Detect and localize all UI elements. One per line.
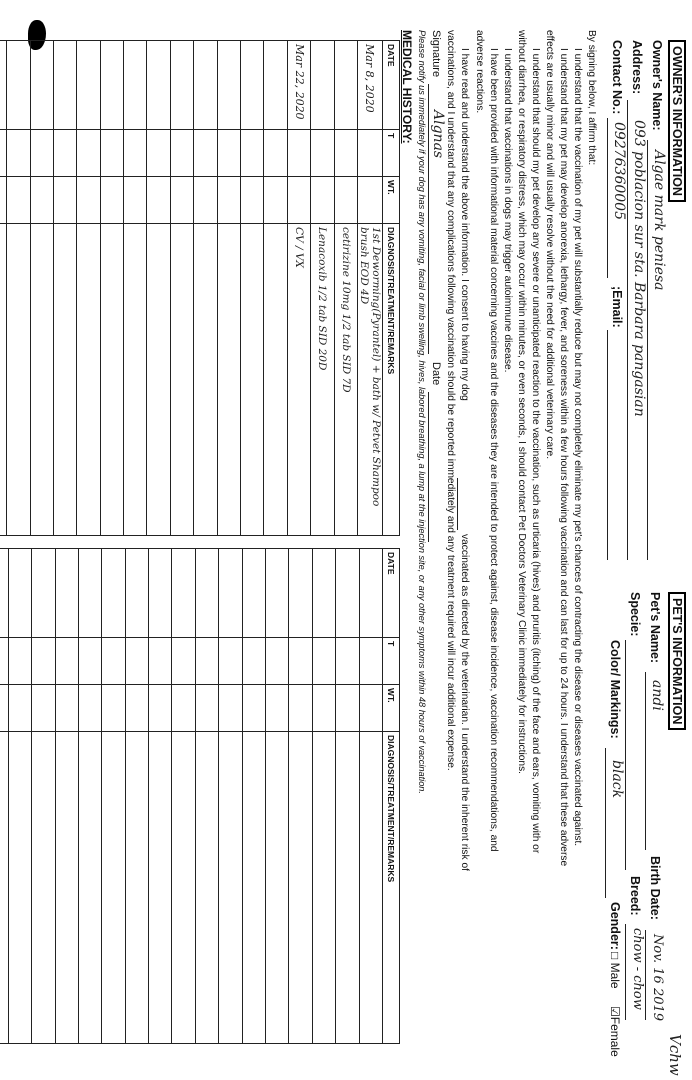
- table-row: [30, 41, 53, 536]
- specie-label: Specie:: [628, 592, 642, 637]
- cell-weight[interactable]: [102, 685, 125, 732]
- cell-diagnosis[interactable]: [0, 224, 7, 536]
- table-row: [170, 41, 193, 536]
- cell-date[interactable]: Mar 8, 2020: [358, 41, 383, 130]
- table-row: [217, 41, 240, 536]
- cell-diagnosis[interactable]: [125, 732, 148, 1044]
- table-row: [78, 549, 101, 1044]
- cell-diagnosis[interactable]: [312, 732, 335, 1044]
- table-row: [358, 41, 383, 536]
- cell-weight[interactable]: [124, 177, 147, 224]
- table-row: [124, 41, 147, 536]
- header-weight: WT.: [383, 685, 400, 732]
- cell-date[interactable]: [7, 41, 30, 130]
- cell-temp[interactable]: [287, 130, 310, 177]
- medical-history-title: MEDICAL HISTORY:: [400, 30, 414, 144]
- cell-date[interactable]: [0, 549, 8, 638]
- cell-temp[interactable]: [7, 130, 30, 177]
- contact-field[interactable]: 09276360005: [611, 122, 627, 220]
- cell-diagnosis[interactable]: [170, 224, 193, 536]
- cell-diagnosis[interactable]: [147, 224, 170, 536]
- cell-weight[interactable]: [242, 685, 265, 732]
- cell-weight[interactable]: [172, 685, 195, 732]
- table-row: [194, 41, 217, 536]
- cell-date[interactable]: [170, 41, 193, 130]
- cell-weight[interactable]: [55, 685, 78, 732]
- cell-weight[interactable]: [194, 177, 217, 224]
- table-row: [359, 549, 382, 1044]
- cell-diagnosis[interactable]: [100, 224, 123, 536]
- cell-diagnosis[interactable]: [195, 732, 218, 1044]
- cell-date[interactable]: [53, 41, 76, 130]
- history-header-row: [383, 549, 400, 1044]
- cell-date[interactable]: [195, 549, 218, 638]
- history-table-right-body: [0, 549, 383, 1044]
- cell-diagnosis[interactable]: cetirizine 10mg 1/2 tab SID 7D: [334, 224, 357, 536]
- cell-temp[interactable]: [124, 130, 147, 177]
- table-row: [312, 549, 335, 1044]
- table-row: [334, 41, 357, 536]
- cell-date[interactable]: [289, 549, 312, 638]
- cell-date[interactable]: [125, 549, 148, 638]
- cell-weight[interactable]: [287, 177, 310, 224]
- cell-diagnosis[interactable]: [359, 732, 382, 1044]
- table-row: [102, 549, 125, 1044]
- cell-weight[interactable]: [30, 177, 53, 224]
- consent-intro: By signing below, I affirm that:: [586, 30, 597, 166]
- cell-weight[interactable]: [264, 177, 287, 224]
- cell-weight[interactable]: [8, 685, 31, 732]
- consent-p2a: I understand that my pet may develop anorexia, lethargy, fever, and soreness within a few hours following vaccination and can last for up to 24 hours. I understand that these adverse: [558, 48, 569, 867]
- gender-label: Gender:: [608, 902, 622, 950]
- cell-temp[interactable]: [359, 638, 382, 685]
- cell-diagnosis[interactable]: [264, 224, 287, 536]
- cell-date[interactable]: [336, 549, 359, 638]
- cell-temp[interactable]: [219, 638, 242, 685]
- cell-temp[interactable]: [149, 638, 172, 685]
- table-row: [0, 549, 8, 1044]
- table-row: [149, 549, 172, 1044]
- cell-diagnosis[interactable]: CV / VX: [287, 224, 310, 536]
- table-row: [32, 549, 55, 1044]
- cell-temp[interactable]: [32, 638, 55, 685]
- cell-temp[interactable]: [172, 638, 195, 685]
- cell-date[interactable]: [241, 41, 264, 130]
- cell-temp[interactable]: [0, 130, 7, 177]
- cell-weight[interactable]: [334, 177, 357, 224]
- birth-date-label: Birth Date:: [648, 856, 662, 920]
- cell-date[interactable]: [77, 41, 100, 130]
- signature-label: Signature: [430, 30, 442, 78]
- address-field[interactable]: 093 poblacion sur sta. Barbara pangasian: [631, 120, 647, 417]
- cell-temp[interactable]: [147, 130, 170, 177]
- pet-name-label: Pet's Name:: [648, 592, 662, 664]
- consent-p2b: effects are usually minor and will usually resolve without the need for additional veterinary care.: [544, 30, 555, 460]
- table-row: [172, 549, 195, 1044]
- contact-label: Contact No.:: [610, 40, 624, 115]
- email-label: ;Email:: [610, 286, 624, 328]
- cell-weight[interactable]: [125, 685, 148, 732]
- cell-date[interactable]: [102, 549, 125, 638]
- cell-temp[interactable]: [102, 638, 125, 685]
- table-row: [195, 549, 218, 1044]
- cell-weight[interactable]: [336, 685, 359, 732]
- signature-field[interactable]: Algnas: [430, 110, 446, 159]
- cell-date[interactable]: [30, 41, 53, 130]
- color-markings-field[interactable]: black: [609, 760, 625, 799]
- cell-temp[interactable]: [241, 130, 264, 177]
- cell-weight[interactable]: [358, 177, 383, 224]
- consent-p5a: I have been provided with informational material concerning vaccines and the diseases they are intended to protect against, disease incidence, vaccination recommendations, and: [488, 48, 499, 852]
- cell-temp[interactable]: [312, 638, 335, 685]
- pet-section-title: PET'S INFORMATION: [668, 592, 686, 730]
- history-table-left: [0, 40, 400, 536]
- cell-weight[interactable]: [78, 685, 101, 732]
- header-temp: T: [383, 130, 400, 177]
- table-row: [336, 549, 359, 1044]
- cell-diagnosis[interactable]: [30, 224, 53, 536]
- cell-temp[interactable]: [217, 130, 240, 177]
- consent-p6b: vaccinated as directed by the veterinarian. I understand the inherent risk of: [459, 534, 470, 871]
- cell-diagnosis[interactable]: [0, 732, 8, 1044]
- table-row: [241, 41, 264, 536]
- cell-date[interactable]: [242, 549, 265, 638]
- cell-weight[interactable]: [359, 685, 382, 732]
- table-row: [311, 41, 334, 536]
- table-row: [287, 41, 310, 536]
- cell-weight[interactable]: [100, 177, 123, 224]
- cell-temp[interactable]: [242, 638, 265, 685]
- consent-p6c: vaccinations, and I understand that any complications following vaccination should be reported immediately and any treatment required will incur additional expense.: [445, 30, 456, 771]
- cell-weight[interactable]: [195, 685, 218, 732]
- consent-p5b: adverse reactions.: [474, 30, 485, 114]
- table-row: [219, 549, 242, 1044]
- cell-date[interactable]: [172, 549, 195, 638]
- cell-temp[interactable]: [358, 130, 383, 177]
- cell-weight[interactable]: [149, 685, 172, 732]
- corner-note: Vchw: [666, 1034, 684, 1076]
- table-row: [242, 549, 265, 1044]
- table-row: [7, 41, 30, 536]
- cell-temp[interactable]: [264, 130, 287, 177]
- cell-temp[interactable]: [336, 638, 359, 685]
- cell-date[interactable]: [32, 549, 55, 638]
- cell-date[interactable]: [194, 41, 217, 130]
- cell-date[interactable]: [124, 41, 147, 130]
- table-row: [53, 41, 76, 536]
- cell-weight[interactable]: [77, 177, 100, 224]
- cell-diagnosis[interactable]: [7, 224, 30, 536]
- cell-diagnosis[interactable]: Lenacoxib 1/2 tab SID 20D: [311, 224, 334, 536]
- table-row: [289, 549, 312, 1044]
- cell-date[interactable]: [264, 41, 287, 130]
- cell-temp[interactable]: [125, 638, 148, 685]
- cell-diagnosis[interactable]: 1st Deworming(Pyrantel) + bath w/ Petvet Shampoo brush EOD 4D: [358, 224, 383, 536]
- cell-date[interactable]: [217, 41, 240, 130]
- cell-diagnosis[interactable]: [172, 732, 195, 1044]
- cell-date[interactable]: [312, 549, 335, 638]
- date-label: Date: [430, 362, 442, 386]
- cell-weight[interactable]: [0, 685, 8, 732]
- cell-weight[interactable]: [219, 685, 242, 732]
- cell-diagnosis[interactable]: [78, 732, 101, 1044]
- gender-female-checkbox[interactable]: ☑Female: [608, 1006, 622, 1057]
- header-temp: T: [383, 638, 400, 685]
- cell-temp[interactable]: [0, 638, 8, 685]
- consent-p1: I understand that the vaccination of my pet will substantially reduce but may not completely eliminate my pet's chances of contracting the disease or diseases vaccinated against.: [572, 48, 583, 847]
- cell-temp[interactable]: [55, 638, 78, 685]
- cell-date[interactable]: [100, 41, 123, 130]
- table-row: [55, 549, 78, 1044]
- table-row: [266, 549, 289, 1044]
- cell-weight[interactable]: [53, 177, 76, 224]
- cell-diagnosis[interactable]: [241, 224, 264, 536]
- cell-date[interactable]: [359, 549, 382, 638]
- cell-diagnosis[interactable]: [219, 732, 242, 1044]
- breed-field[interactable]: chow - chow: [630, 928, 645, 1010]
- cell-weight[interactable]: [217, 177, 240, 224]
- cell-diagnosis[interactable]: [124, 224, 147, 536]
- cell-diagnosis[interactable]: [266, 732, 289, 1044]
- color-markings-label: Color/ Markings:: [608, 640, 622, 739]
- consent-p4: I understand that vaccinations in dogs may trigger autoimmune disease.: [502, 48, 513, 373]
- cell-date[interactable]: Mar 22, 2020: [287, 41, 310, 130]
- table-row: [147, 41, 170, 536]
- cell-weight[interactable]: [266, 685, 289, 732]
- cell-diagnosis[interactable]: [102, 732, 125, 1044]
- cell-date[interactable]: [334, 41, 357, 130]
- cell-diagnosis[interactable]: [149, 732, 172, 1044]
- cell-temp[interactable]: [334, 130, 357, 177]
- cell-date[interactable]: [219, 549, 242, 638]
- cell-weight[interactable]: [32, 685, 55, 732]
- table-row: [100, 41, 123, 536]
- cell-temp[interactable]: [53, 130, 76, 177]
- cell-weight[interactable]: [170, 177, 193, 224]
- cell-diagnosis[interactable]: [217, 224, 240, 536]
- cell-temp[interactable]: [77, 130, 100, 177]
- cell-diagnosis[interactable]: [8, 732, 31, 1044]
- cell-diagnosis[interactable]: [55, 732, 78, 1044]
- cell-weight[interactable]: [241, 177, 264, 224]
- cell-diagnosis[interactable]: [242, 732, 265, 1044]
- birth-date-field[interactable]: Nov. 16 2019: [650, 934, 665, 1022]
- cell-temp[interactable]: [289, 638, 312, 685]
- header-diagnosis: DIAGNOSIS/TREATMENT/REMARKS: [383, 732, 400, 1044]
- cell-date[interactable]: [311, 41, 334, 130]
- gender-male-checkbox[interactable]: □ Male: [608, 952, 622, 989]
- table-row: [8, 549, 31, 1044]
- address-label: Address:: [630, 40, 644, 95]
- cell-date[interactable]: [0, 41, 7, 130]
- header-diagnosis: DIAGNOSIS/TREATMENT/REMARKS: [383, 224, 400, 536]
- cell-diagnosis[interactable]: [32, 732, 55, 1044]
- cell-weight[interactable]: [289, 685, 312, 732]
- cell-date[interactable]: [78, 549, 101, 638]
- consent-p3b: without diarrhea, or respiratory distress, which may occur within minutes, or even seconds, I should contact Pet Doctors Veterinary Clinic immediately for instructions.: [516, 30, 527, 774]
- cell-diagnosis[interactable]: [77, 224, 100, 536]
- header-date: DATE: [383, 41, 400, 130]
- cell-temp[interactable]: [100, 130, 123, 177]
- history-table-left-body: [0, 41, 383, 536]
- cell-diagnosis[interactable]: [289, 732, 312, 1044]
- cell-weight[interactable]: [311, 177, 334, 224]
- cell-temp[interactable]: [30, 130, 53, 177]
- cell-weight[interactable]: [147, 177, 170, 224]
- cell-diagnosis[interactable]: [194, 224, 217, 536]
- pet-name-field[interactable]: andi: [649, 680, 665, 711]
- table-row: [264, 41, 287, 536]
- cell-weight[interactable]: [0, 177, 7, 224]
- cell-temp[interactable]: [195, 638, 218, 685]
- cell-diagnosis[interactable]: [53, 224, 76, 536]
- header-weight: WT.: [383, 177, 400, 224]
- cell-temp[interactable]: [194, 130, 217, 177]
- cell-date[interactable]: [266, 549, 289, 638]
- history-table-right: [0, 548, 400, 1044]
- table-row: [77, 41, 100, 536]
- breed-label: Breed:: [628, 876, 642, 916]
- cell-date[interactable]: [8, 549, 31, 638]
- consent-p3a: I understand that should my pet develop any severe or unanticipated reaction to the vaccination, such as urticaria (hives) and pruritis (itching) of the face and ears, vomiting with or: [530, 48, 541, 854]
- history-header-row: [383, 41, 400, 536]
- cell-weight[interactable]: [312, 685, 335, 732]
- header-date: DATE: [383, 549, 400, 638]
- owner-name-label: Owner's Name:: [650, 40, 664, 131]
- cell-date[interactable]: [55, 549, 78, 638]
- cell-temp[interactable]: [170, 130, 193, 177]
- cell-temp[interactable]: [311, 130, 334, 177]
- cell-temp[interactable]: [78, 638, 101, 685]
- cell-diagnosis[interactable]: [336, 732, 359, 1044]
- consent-p6a: I have read and understand the above information. I consent to having my dog: [459, 48, 470, 401]
- owner-section-title: OWNER'S INFORMATION: [668, 40, 686, 202]
- cell-temp[interactable]: [266, 638, 289, 685]
- cell-temp[interactable]: [8, 638, 31, 685]
- cell-date[interactable]: [147, 41, 170, 130]
- table-row: [0, 41, 7, 536]
- notice-text: Please notify us immediately if your dog has any vomiting, facial or limb swelling, hives, labored breathing, a lump at the injection site, or any other symptoms within 48 hours of vaccination.: [417, 30, 427, 794]
- cell-weight[interactable]: [7, 177, 30, 224]
- table-row: [125, 549, 148, 1044]
- cell-date[interactable]: [149, 549, 172, 638]
- owner-name-field[interactable]: Algae mark peniesa: [651, 150, 667, 291]
